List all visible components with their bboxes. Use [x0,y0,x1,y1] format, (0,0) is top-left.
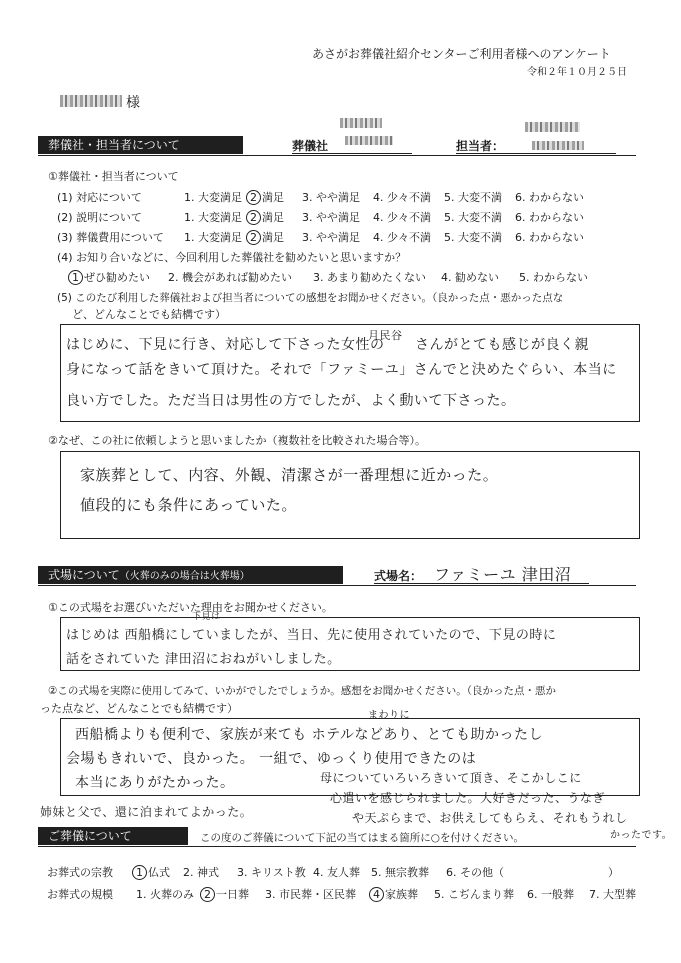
rating-option[interactable]: 6. わからない [515,211,584,224]
scale-option-selected[interactable] [369,887,418,902]
scale-label: お葬式の規模 [47,888,113,901]
scale-option[interactable]: 6. 一般葬 [527,888,574,901]
venue-q1: ①この式場をお選びいただいた理由をお聞かせください。 [48,601,333,614]
religion-label: お葬式の宗教 [47,866,113,879]
circle-mark-icon: 4 [369,887,384,902]
answer-annotation: まわりに [368,710,410,721]
rating-option[interactable]: 1. 大変満足 [184,231,242,244]
rating-option-label: 満足 [262,231,284,244]
rating-option[interactable]: 1. 大変満足 [184,211,242,224]
funeral-instruction: この度のご葬儀について下記の当てはまる箇所に○を付けください。 [200,832,524,844]
rating-option[interactable]: 4. 少々不満 [373,231,431,244]
section-funeral-header: ご葬儀について [38,827,188,845]
scale-option[interactable]: 7. 大型葬 [589,888,636,901]
survey-title: あさがお葬儀社紹介センターご利用者様へのアンケート [312,47,611,61]
answer-text: 身になって話をきいて頂けた。それで「ファミーユ」さんでと決めたぐらい、本当に [66,362,617,378]
circle-mark-icon: 2 [246,230,261,245]
rating-option[interactable]: 5. 大変不満 [444,231,502,244]
q1-heading: ①葬儀社・担当者について [48,170,179,183]
rating-option-selected[interactable] [246,190,284,205]
answer-text: 話をされていた 津田沼におねがいしました。 [66,652,341,667]
funeral-company-name-redacted [340,118,382,128]
q5-question-line1: (5) このたび利用した葬儀社および担当者についての感想をお聞かせください。（良かった点・悪かった点な [57,292,564,304]
section-divider [38,846,636,847]
recommend-option[interactable]: 5. わからない [519,271,588,284]
scale-option-label: 一日葬 [216,888,249,901]
answer-text: 良い方でした。ただ当日は男性の方でしたが、よく動いて下さった。 [66,393,516,409]
rating-option-label: 満足 [262,191,284,204]
religion-option[interactable]: 4. 友人葬 [313,866,360,879]
survey-date: 令和２年１０月２５日 [527,67,627,78]
religion-option-close: ） [608,866,619,879]
staff-name-redacted-1 [525,122,580,132]
rating-option[interactable]: 3. やや満足 [302,211,360,224]
scale-option[interactable]: 1. 火葬のみ [136,888,194,901]
circle-mark-icon: 2 [246,190,261,205]
religion-option[interactable]: 2. 神式 [183,866,219,879]
q5-question-line2: ど、どんなことでも結構です） [72,308,226,321]
answer-annotation: 下見は [192,612,221,622]
section-divider [38,155,636,156]
rating-option-selected[interactable] [246,230,284,245]
scale-option-label: 家族葬 [385,888,418,901]
religion-option-selected[interactable] [132,865,170,880]
venue-q2-line2: った点など、どんなことでも結構です） [40,702,238,715]
rating-label: (3) 葬儀費用について [57,231,164,244]
scale-option[interactable]: 5. こぢんまり葬 [434,888,514,901]
recommend-option[interactable]: 3. あまり勧めたくない [313,271,426,284]
funeral-company-branch-redacted [345,136,393,145]
venue-name: ファミーユ 津田沼 [434,565,572,584]
venue-label: 式場名： [374,570,589,584]
rating-option[interactable]: 4. 少々不満 [373,211,431,224]
circle-mark-icon: 2 [200,887,215,902]
circle-mark-icon: 2 [246,210,261,225]
religion-option[interactable]: 6. その他（ [446,866,504,879]
answer-text: 姉妹と父で、還に泊まれてよかった。 [40,805,253,819]
answer-text: 会場もきれいで、良かった。 一組で、ゆっくり使用できたのは [66,751,477,767]
venue-q2-line1: ②この式場を実際に使用してみて、いかがでしたでしょうか。感想をお聞かせください。（良かった点・悪か [48,685,556,697]
section-venue-note: （火葬のみの場合は火葬場） [119,571,250,582]
section-funeral-company-header: 葬儀社・担当者について [38,136,243,154]
rating-option[interactable]: 4. 少々不満 [373,191,431,204]
circle-mark-icon: 1 [68,270,83,285]
recommend-option[interactable]: 4. 勧めない [441,271,499,284]
answer-text: 本当にありがたかった。 [75,775,235,791]
answer-text: や天ぷらまで、お供えしてもらえ、それもうれし [352,811,628,825]
section-venue-title: 式場について [48,568,120,582]
rating-option[interactable]: 1. 大変満足 [184,191,242,204]
religion-option[interactable]: 3. キリスト教 [237,866,306,879]
section-divider [38,585,636,586]
answer-text: 値段的にも条件にあっていた。 [80,496,297,514]
circle-mark-icon: 1 [132,865,147,880]
section-venue-header [38,566,343,584]
religion-option-label: 仏式 [148,866,170,879]
rating-option[interactable]: 6. わからない [515,191,584,204]
answer-text: 西船橋よりも便利で、家族が来ても ホテルなどあり、とても助かったし [75,727,543,743]
q6-question: ②なぜ、この社に依頼しようと思いましたか（複数社を比較された場合等）。 [48,434,427,447]
rating-option-selected[interactable] [246,210,284,225]
q4-question: (4) お知り合いなどに、今回利用した葬儀社を勧めたいと思いますか？ [57,251,407,264]
funeral-company-label: 葬儀社 [292,140,412,154]
staff-name-redacted-2 [532,141,584,150]
answer-text: はじめは 西船橋にしていましたが、当日、先に使用されていたので、下見の時に [66,628,557,643]
answer-text: さんがとても感じが良く親 [415,337,589,353]
religion-option[interactable]: 5. 無宗教葬 [371,866,429,879]
recommend-option[interactable]: 2. 機会があれば勧めたい [168,271,292,284]
recommend-option-selected[interactable] [68,270,150,285]
answer-text: 母についていろいろきいて頂き、そこかしこに [320,771,582,785]
rating-option[interactable]: 5. 大変不満 [444,211,502,224]
scale-option-selected[interactable] [200,887,249,902]
rating-label: (1) 対応について [57,191,142,204]
answer-text: 心遣いを感じられました。大好きだった、うなぎ [330,791,606,805]
recommend-option-label: ぜひ勧めたい [84,271,150,284]
answer-text: 家族葬として、内容、外観、清潔さが一番理想に近かった。 [80,466,499,484]
answer-text: かったです。 [610,830,673,841]
answer-text: はじめに、下見に行き、対応して下さった女性の [66,337,385,353]
rating-option[interactable]: 5. 大変不満 [444,191,502,204]
customer-suffix: 様 [126,95,140,111]
staff-label: 担当者： [456,140,616,154]
rating-option[interactable]: 6. わからない [515,231,584,244]
rating-option[interactable]: 3. やや満足 [302,231,360,244]
scale-option[interactable]: 3. 市民葬・区民葬 [265,888,356,901]
answer-annotation: 月民谷 [368,329,403,342]
rating-option[interactable]: 3. やや満足 [302,191,360,204]
rating-label: (2) 説明について [57,211,142,224]
rating-option-label: 満足 [262,211,284,224]
customer-name-redacted [60,95,122,107]
